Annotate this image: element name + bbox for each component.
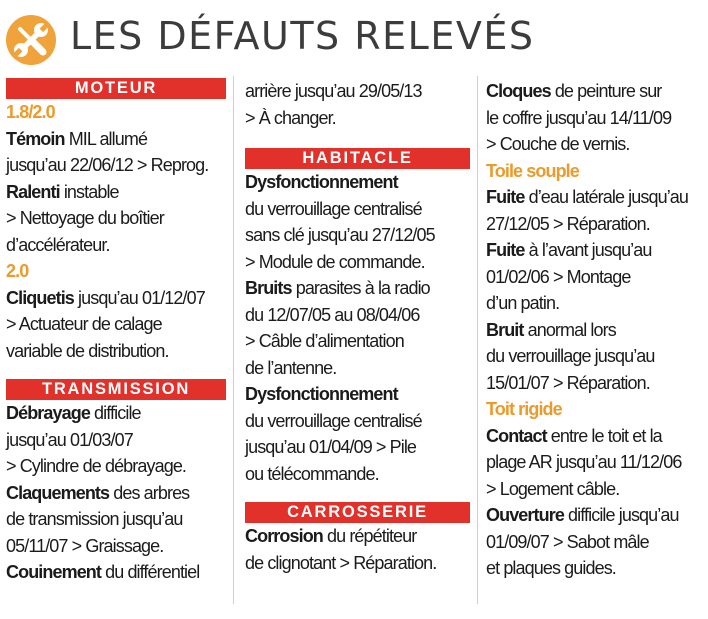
defect-text: du 12/07/05 au 08/04/06	[245, 304, 420, 325]
text-line	[6, 126, 226, 153]
defect-text: > Logement câble.	[486, 478, 620, 499]
text-line	[486, 78, 704, 105]
text-line	[245, 381, 470, 408]
defect-entry	[6, 126, 226, 179]
defect-text: d’eau latérale jusqu’au	[524, 187, 689, 207]
defect-entry	[245, 523, 470, 576]
defect-keyword: Cliquetis	[6, 287, 74, 308]
defect-text: > Câble d’alimentation	[245, 331, 404, 351]
defect-entry	[245, 78, 470, 131]
wrench-screwdriver-icon	[6, 15, 56, 65]
text-line	[486, 105, 704, 132]
section-heading: MOTEUR	[6, 78, 226, 99]
defect-text: du verrouillage jusqu’au	[486, 346, 655, 366]
defect-text: > Module de commande.	[245, 251, 425, 272]
defect-text: MIL allumé	[64, 128, 148, 149]
defect-text: jusqu’au 01/12/07	[73, 287, 205, 308]
defect-text: 27/12/05 > Réparation.	[486, 213, 650, 234]
text-line	[486, 184, 704, 211]
defect-text: de clignotant > Réparation.	[245, 552, 437, 573]
text-line	[486, 370, 704, 397]
page-header	[0, 0, 708, 70]
defect-entry	[245, 169, 470, 275]
text-line	[6, 506, 226, 533]
text-line	[6, 311, 226, 338]
defect-entry	[486, 502, 704, 582]
spacer	[245, 487, 470, 502]
defect-keyword: Bruits	[245, 278, 292, 298]
defect-text: ou télécommande.	[245, 463, 379, 484]
defect-keyword: Ralenti	[6, 181, 60, 202]
text-line	[245, 275, 470, 302]
text-line	[245, 105, 470, 132]
text-line	[486, 423, 704, 450]
defect-entry	[486, 317, 704, 397]
defect-keyword: Dysfonctionnement	[245, 384, 398, 404]
defect-keyword: Claquements	[6, 482, 110, 503]
defect-keyword: Dysfonctionnement	[245, 172, 398, 192]
text-line	[486, 343, 704, 370]
defect-text: des arbres	[109, 482, 190, 503]
defect-entry	[486, 78, 704, 158]
defect-text: de peinture sur	[550, 81, 662, 101]
text-line	[486, 237, 704, 264]
text-line	[245, 550, 470, 577]
column-2	[245, 78, 470, 576]
spacer	[245, 131, 470, 148]
column-divider	[477, 76, 478, 604]
defect-text: d’accélérateur.	[6, 234, 110, 255]
defect-text: > Actuateur de calage	[6, 314, 162, 334]
defect-text: jusqu’au 01/04/09 > Pile	[245, 437, 417, 457]
text-line	[245, 169, 470, 196]
text-line	[6, 427, 226, 454]
defect-text: > Nettoyage du boîtier	[6, 208, 164, 228]
defect-text: du verrouillage centralisé	[245, 410, 422, 431]
defect-keyword: Couinement	[6, 562, 102, 582]
text-line	[245, 222, 470, 249]
defect-text: difficile jusqu’au	[563, 505, 679, 525]
defect-text: sans clé jusqu’au 27/12/05	[245, 225, 435, 245]
defect-text: du répétiteur	[322, 526, 417, 546]
defect-text: variable de distribution.	[6, 340, 169, 361]
subheading: Toile souple	[486, 160, 579, 181]
defect-keyword: Corrosion	[245, 526, 323, 546]
defect-keyword: Ouverture	[486, 505, 564, 525]
text-line	[486, 502, 704, 529]
defect-text: le coffre jusqu’au 14/11/09	[486, 107, 672, 128]
subheading: 1.8/2.0	[6, 102, 55, 122]
defect-entry	[245, 381, 470, 487]
text-line	[245, 523, 470, 550]
text-line	[486, 264, 704, 291]
defect-text: > À changer.	[245, 107, 336, 128]
column-divider	[233, 76, 234, 604]
defect-text: > Cylindre de débrayage.	[6, 456, 187, 476]
defect-text: entre le toit et la	[546, 425, 662, 446]
text-line	[245, 408, 470, 435]
defect-text: arrière jusqu’au 29/05/13	[245, 81, 422, 101]
text-line	[486, 476, 704, 503]
column-3	[486, 78, 704, 582]
defect-text: de l’antenne.	[245, 357, 337, 378]
text-line	[6, 559, 226, 586]
defect-entry	[6, 400, 226, 480]
subheading: 2.0	[6, 261, 29, 281]
column-1	[6, 78, 226, 586]
defect-keyword: Fuite	[486, 240, 525, 260]
text-line	[6, 480, 226, 507]
defect-keyword: Cloques	[486, 81, 551, 101]
spacer	[6, 364, 226, 379]
defect-entry	[245, 275, 470, 381]
text-line	[486, 131, 704, 158]
text-line	[245, 355, 470, 382]
defect-text: > Couche de vernis.	[486, 134, 630, 154]
defect-text: 15/01/07 > Réparation.	[486, 372, 650, 393]
defect-entry	[486, 237, 704, 317]
defect-keyword: Débrayage	[6, 403, 90, 423]
defect-keyword: Bruit	[486, 319, 524, 340]
text-line	[6, 338, 226, 365]
defect-text: plage AR jusqu’au 11/12/06	[486, 452, 682, 472]
defect-text: 01/02/06 > Montage	[486, 266, 631, 287]
text-line	[486, 449, 704, 476]
defect-entry	[486, 184, 704, 237]
text-line	[486, 529, 704, 556]
defect-keyword: Contact	[486, 425, 547, 446]
text-line	[245, 196, 470, 223]
defect-text: instable	[59, 181, 119, 202]
defect-keyword: Fuite	[486, 187, 525, 207]
text-line	[6, 205, 226, 232]
defect-text: jusqu’au 22/06/12 > Reprog.	[6, 155, 209, 175]
defect-text: 01/09/07 > Sabot mâle	[486, 531, 649, 552]
text-line	[6, 179, 226, 206]
text-line	[245, 461, 470, 488]
text-line	[486, 555, 704, 582]
defect-keyword: Témoin	[6, 128, 65, 149]
text-line	[6, 285, 226, 312]
section-heading: HABITACLE	[245, 148, 470, 169]
text-line	[6, 533, 226, 560]
text-line	[245, 328, 470, 355]
defect-text: jusqu’au 01/03/07	[6, 429, 133, 450]
text-line	[6, 232, 226, 259]
subheading: Toit rigide	[486, 399, 562, 419]
defect-text: de transmission jusqu’au	[6, 509, 183, 529]
defect-entry	[6, 179, 226, 259]
defect-text: du différentiel	[101, 562, 200, 582]
defect-text: et plaques guides.	[486, 558, 616, 578]
defect-text: à l’avant jusqu’au	[524, 240, 652, 260]
text-line	[6, 453, 226, 480]
defect-text: anormal lors	[523, 319, 616, 340]
text-line	[486, 317, 704, 344]
defect-entry	[6, 285, 226, 365]
text-line	[245, 434, 470, 461]
defect-text: 05/11/07 > Graissage.	[6, 535, 164, 556]
section-heading: CARROSSERIE	[245, 502, 470, 523]
section-heading: TRANSMISSION	[6, 379, 226, 400]
defect-text: d’un patin.	[486, 293, 560, 313]
defect-entry	[6, 559, 226, 586]
defect-text: du verrouillage centralisé	[245, 198, 422, 219]
text-line	[6, 152, 226, 179]
defect-entry	[6, 480, 226, 560]
page-title: LES DÉFAUTS RELEVÉS	[70, 14, 535, 58]
text-line	[486, 211, 704, 238]
text-line	[245, 249, 470, 276]
defect-text: parasites à la radio	[291, 278, 430, 298]
text-line	[245, 78, 470, 105]
defect-text: difficile	[89, 403, 141, 423]
defect-entry	[486, 423, 704, 503]
text-line	[486, 290, 704, 317]
text-line	[245, 302, 470, 329]
text-line	[6, 400, 226, 427]
